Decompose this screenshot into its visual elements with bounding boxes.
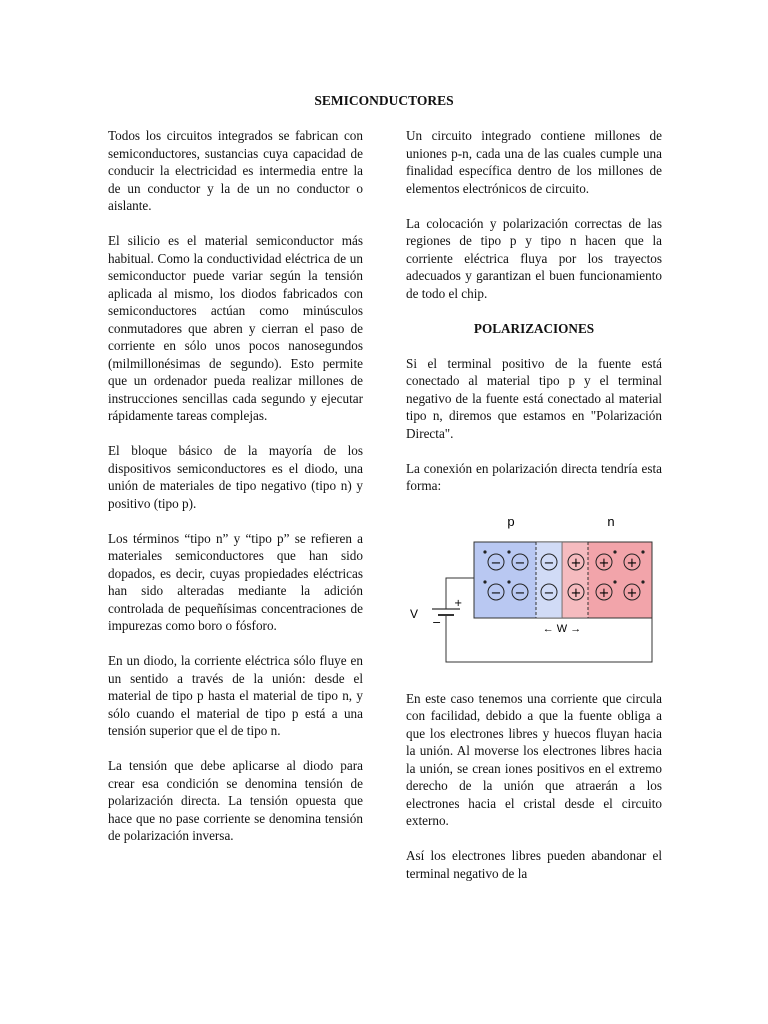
paragraph: Si el terminal positivo de la fuente está conectado al material tipo p y el terminal negativo de la fuente está conectado al material tipo n, diremos que estamos en "Polarización Directa". <box>406 355 662 441</box>
svg-text:−: − <box>543 556 555 571</box>
svg-text:+: + <box>570 556 582 571</box>
left-column <box>108 127 363 862</box>
minus-terminal-label: − <box>432 616 442 629</box>
paragraph: Todos los circuitos integrados se fabrican con semiconductores, sustancias cuya capacidad de conducir la electricidad es intermedia entre la de un conductor y la de un no conductor o aislante. <box>108 128 363 213</box>
paragraph: El silicio es el material semiconductor más habitual. Como la conductividad eléctrica de un semiconductor puede variar según la tensión aplicada al mismo, los diodos fabricados con semiconductores actúan como minúsculos conmutadores que abren y cierran el paso de corriente en sólo unos pocos nanosegundos (milmillonésimas de segundo). Esto permite que un ordenador pueda realizar millones de instrucciones sencillas cada segundo y ejecutar rápidamente tareas complejas. <box>108 233 363 423</box>
page-title: SEMICONDUCTORES <box>314 93 454 108</box>
pn-junction-diagram <box>406 512 662 672</box>
depletion-width-label: ← W → <box>542 623 582 635</box>
depletion-n-side <box>562 542 588 618</box>
svg-text:+: + <box>598 556 610 571</box>
svg-text:−: − <box>490 556 502 571</box>
paragraph: En este caso tenemos una corriente que circula con facilidad, debido a que la fuente obliga a que los electrones libres y huecos fluyan hacia la unión. Al moverse los electrones libres hacia la unión, se crean iones positivos en el extremo derecho de la unión que atraerán a los electrones hacia el cristal desde el circuito externo. <box>406 690 662 828</box>
paragraph: En un diodo, la corriente eléctrica sólo fluye en un sentido a través de la unión: desde el material de tipo p hasta el material de tipo n, y sólo cuando el material de tipo p está a una tensión superior que el de tipo n. <box>108 653 363 738</box>
n-region-label: n <box>607 514 615 529</box>
svg-text:−: − <box>490 586 502 601</box>
section-heading: POLARIZACIONES <box>473 320 595 336</box>
paragraph: La colocación y polarización correctas de las regiones de tipo p y tipo n hacen que la corriente eléctrica fluya por los trayectos adecuados y garantizan el buen funcionamiento de todo el chip. <box>406 215 662 301</box>
paragraph: Los términos “tipo n” y “tipo p” se refieren a materiales semiconductores que han sido dopados, es decir, cuyas propiedades eléctricas han sido alteradas mediante la adición controlada de pequeñísimas concentraciones de impurezas como boro o fósforo. <box>108 530 363 633</box>
plus-terminal-label: + <box>454 598 463 609</box>
svg-text:+: + <box>570 586 582 601</box>
svg-text:−: − <box>543 586 555 601</box>
voltage-label: V <box>410 607 419 621</box>
svg-text:−: − <box>514 556 526 571</box>
paragraph: Así los electrones libres pueden abandonar el terminal negativo de la <box>406 848 662 881</box>
paragraph: El bloque básico de la mayoría de los dispositivos semiconductores es el diodo, una unión de materiales de tipo negativo (tipo n) y positivo (tipo p). <box>108 443 363 511</box>
paragraph: Un circuito integrado contiene millones de uniones p-n, cada una de las cuales cumple una finalidad específica dentro de los millones de elementos electrónicos de circuito. <box>406 128 662 196</box>
paragraph: La conexión en polarización directa tendría esta forma: <box>406 460 662 493</box>
right-column <box>406 127 662 900</box>
paragraph: La tensión que debe aplicarse al diodo para crear esa condición se denomina tensión de polarización directa. La tensión opuesta que hace que no pase corriente se denomina tensión de polarización inversa. <box>108 758 363 843</box>
svg-text:+: + <box>626 556 638 571</box>
p-region-label: p <box>507 514 515 529</box>
depletion-p-side <box>536 542 562 618</box>
svg-text:+: + <box>626 586 638 601</box>
svg-text:+: + <box>598 586 610 601</box>
svg-text:−: − <box>514 586 526 601</box>
